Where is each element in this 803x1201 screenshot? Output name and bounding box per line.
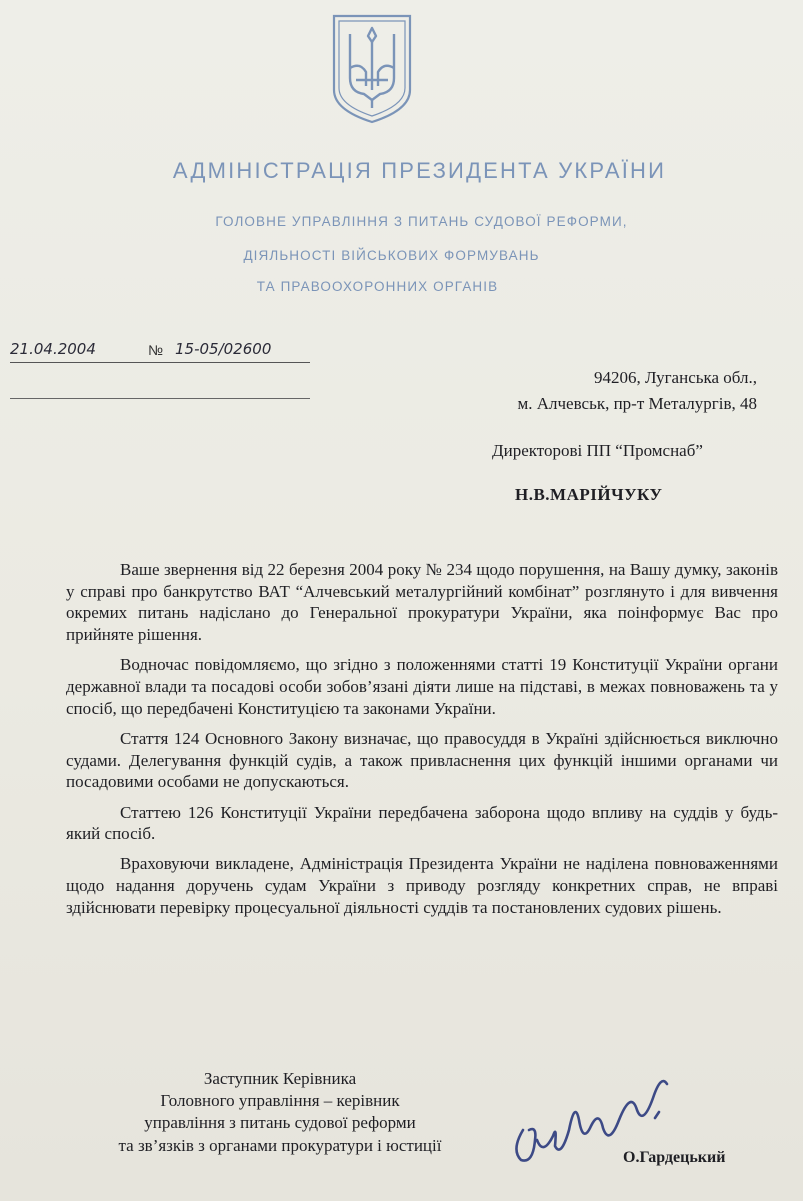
signature-title-block (90, 1068, 470, 1157)
body-paragraph: Ваше звернення від 22 березня 2004 року № 234 щодо порушення, на Вашу думку, законів у справі про банкрутство ВАТ “Алчевський металургійний комбінат” розглянуто і для вивчення окремих питань надіслано до Генеральної прокуратури України, яка поінформує Вас про прийняте рішення. (66, 560, 778, 645)
body-paragraph: Стаття 124 Основного Закону визначає, що правосуддя в Україні здійснюється виключно судами. Делегування функцій судів, а також привласнення цих функцій іншими органами чи посадовими особами не допускаються. (66, 728, 778, 792)
recipient-position: Директорові ПП “Промснаб” (492, 441, 703, 460)
body-paragraph: Водночас повідомляємо, що згідно з положеннями статті 19 Конституції України органи державної влади та посадові особи зобов’язані діяти лише на підставі, в межах повноважень та у спосіб, що передбачені Конституцією та законами України. (66, 655, 778, 718)
recipient-name: Н.В.МАРІЙЧУКУ (515, 485, 663, 504)
signature-title-line-2: Головного управління – керівник (160, 1091, 400, 1111)
trident-emblem-icon (330, 12, 414, 126)
body-paragraph: Враховуючи викладене, Адміністрація Президента України не наділена повноваженнями щодо надання доручень судам України з приводу розгляду конкретних справ, не вправі здійснювати перевірку процесуальної діяльності суддів та постановлених судових рішень. (66, 854, 778, 917)
reference-line (10, 398, 310, 399)
signature-title-line-4: та зв’язків з органами прокуратури і юстиції (118, 1135, 442, 1155)
signer-name: О.Гардецький (623, 1149, 726, 1166)
department-line-2: ДІЯЛЬНОСТІ ВІЙСЬКОВИХ ФОРМУВАНЬ (243, 248, 540, 263)
registration-number-label: № (148, 342, 164, 358)
organization-title: АДМІНІСТРАЦІЯ ПРЕЗИДЕНТА УКРАЇНИ (172, 158, 667, 183)
recipient-address-line-1: 94206, Луганська обл., (593, 368, 757, 387)
signature-title-line-3: управління з питань судової реформи (144, 1113, 416, 1133)
registration-date: 21.04.2004 (10, 340, 96, 358)
letter-body (66, 559, 778, 927)
recipient-address-line-2: м. Алчевськ, пр-т Металургів, 48 (517, 394, 757, 413)
signature-title-line-1: Заступник Керівника (203, 1069, 357, 1088)
registration-number: 15-05/02600 (175, 340, 272, 358)
department-line-3: ТА ПРАВООХОРОННИХ ОРГАНІВ (256, 279, 499, 294)
department-line-1: ГОЛОВНЕ УПРАВЛІННЯ З ПИТАНЬ СУДОВОЇ РЕФОРМИ, (215, 214, 628, 229)
body-paragraph: Статтею 126 Конституції України передбачена заборона щодо впливу на суддів у будь-який спосіб. (66, 802, 778, 844)
